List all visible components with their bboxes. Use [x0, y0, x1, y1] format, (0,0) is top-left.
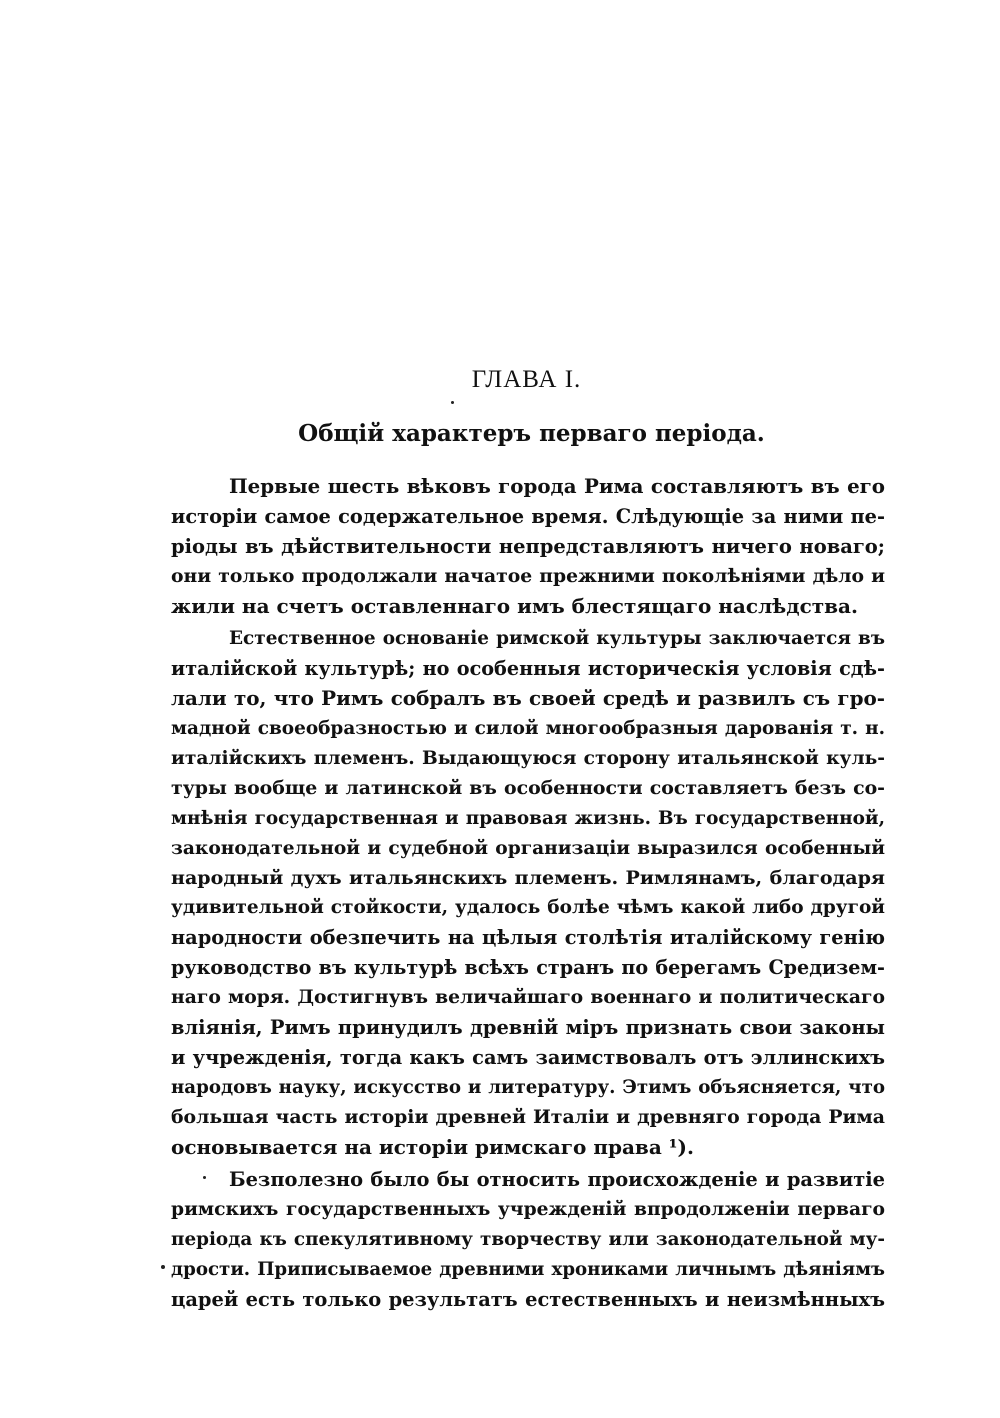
scan-speck: [203, 1176, 206, 1179]
text-line: лали то, что Римъ собралъ въ своей средѣ и развилъ съ гро-: [171, 686, 885, 711]
scan-speck: [451, 401, 454, 404]
text-line: они только продолжали начатое прежними поколѣніями дѣло и: [171, 564, 885, 587]
text-line: руководство въ культурѣ всѣхъ странъ по берегамъ Средизем-: [171, 956, 885, 980]
text-line: римскихъ государственныхъ учрежденій впродолженіи перваго: [171, 1198, 885, 1221]
text-line: дрости. Приписываемое древними хрониками личнымъ дѣяніямъ: [171, 1259, 885, 1281]
text-line: Безполезно было бы относить происхожденіе и развитіе: [229, 1168, 885, 1192]
text-line: большая часть исторіи древней Италіи и древняго города Рима: [171, 1105, 885, 1128]
chapter-heading: ГЛАВА I.: [471, 366, 582, 393]
paragraph-2: [171, 624, 885, 1162]
text-line: италійской культурѣ; но особенныя историческія условія сдѣ-: [171, 657, 885, 681]
text-line: вліянія, Римъ принудилъ древній міръ признать свои законы: [171, 1016, 885, 1040]
text-line: народный духъ итальянскихъ племенъ. Римлянамъ, благодаря: [171, 866, 885, 889]
text-line: мадной своеобразностью и силой многообразныя дарованія т. н.: [171, 718, 885, 740]
text-line: царей есть только результатъ естественныхъ и неизмѣнныхъ: [171, 1288, 885, 1312]
text-line: періода къ спекулятивному творчеству или законодательной му-: [171, 1229, 885, 1251]
text-line: мнѣнія государственная и правовая жизнь. Въ государственной,: [171, 807, 885, 829]
text-line: италійскихъ племенъ. Выдающуюся сторону итальянской куль-: [171, 747, 885, 770]
text-line: основывается на исторіи римскаго права ¹).: [171, 1134, 694, 1159]
paragraph-1: [171, 472, 885, 621]
text-line: законодательной и судебной организаціи выразился особенный: [171, 837, 885, 859]
text-line: народности обезпечить на цѣлыя столѣтія италійскому генію: [171, 926, 885, 950]
text-line: удивительной стойкости, удалось болѣе чѣмъ какой либо другой: [171, 897, 885, 919]
scan-speck: [161, 1265, 165, 1269]
chapter-title: Общій характеръ перваго періода.: [298, 420, 765, 447]
text-line: исторіи самое содержательное время. Слѣдующіе за ними пе-: [171, 504, 885, 528]
text-line: народовъ науку, искусство и литературу. Этимъ объясняется, что: [171, 1076, 885, 1098]
text-line: Естественное основаніе римской культуры заключается въ: [229, 628, 885, 650]
body-text: [171, 472, 885, 1315]
text-line: ріоды въ дѣйствительности непредставляютъ ничего новаго;: [171, 534, 885, 558]
text-line: Первые шесть вѣковъ города Рима составляютъ въ его: [229, 474, 885, 498]
text-line: наго моря. Достигнувъ величайшаго военнаго и политическаго: [171, 986, 885, 1009]
text-line: туры вообще и латинской въ особенности составляетъ безъ со-: [171, 776, 885, 799]
paragraph-3: [171, 1165, 885, 1314]
text-line: жили на счетъ оставленнаго имъ блестящаго наслѣдства.: [171, 593, 858, 618]
text-line: и учрежденія, тогда какъ самъ заимствовалъ отъ эллинскихъ: [171, 1045, 885, 1069]
